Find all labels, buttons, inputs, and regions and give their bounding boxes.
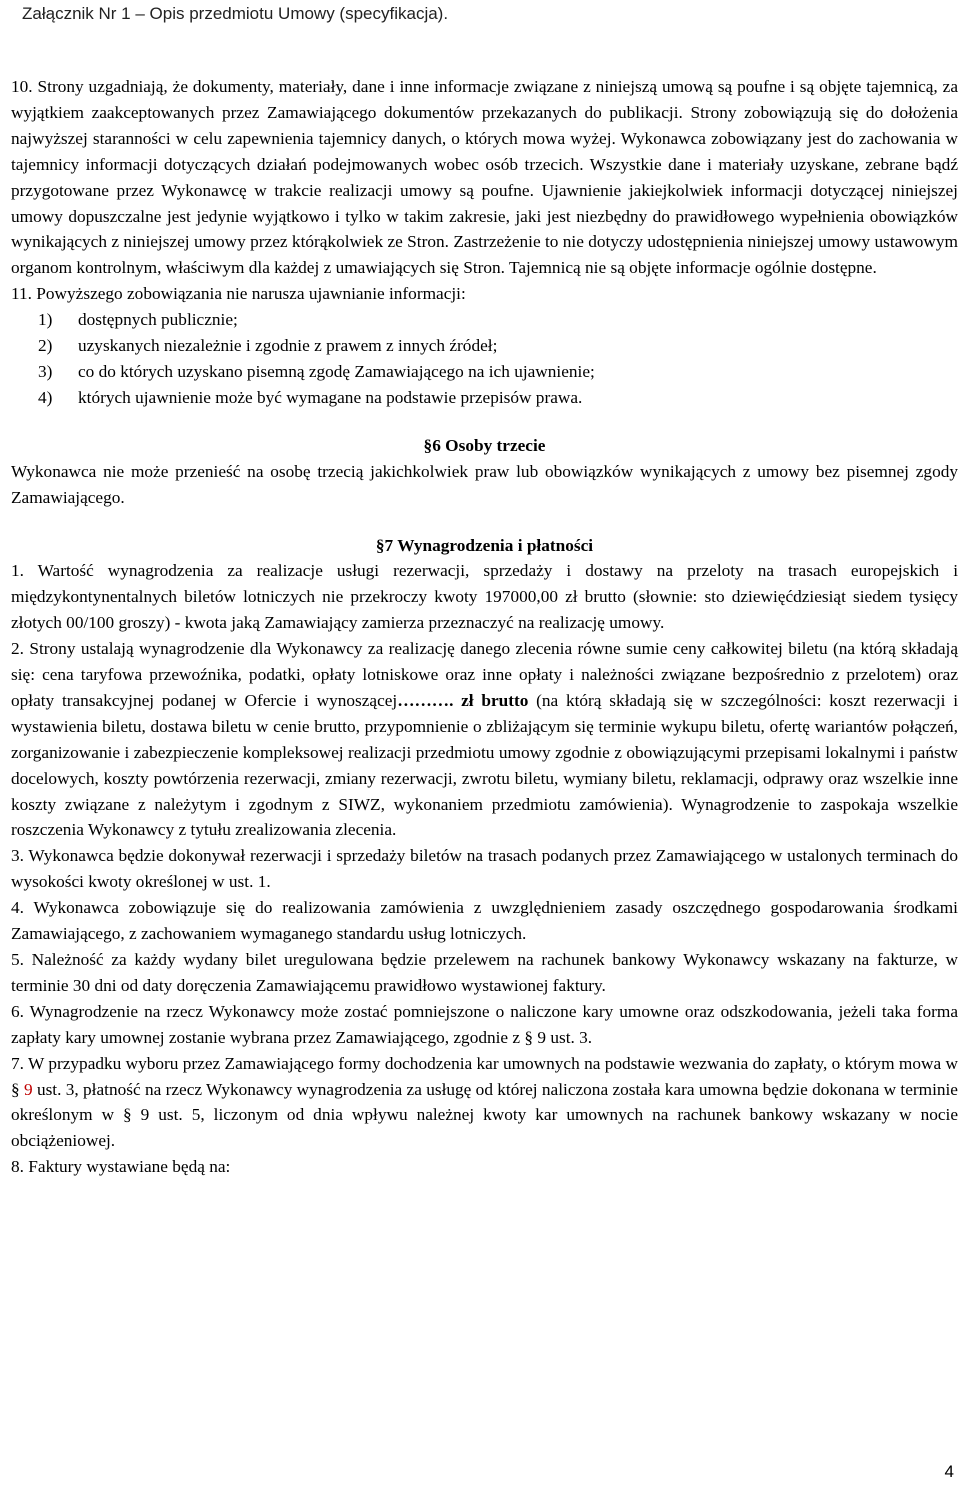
document-body <box>11 74 958 1180</box>
paragraph-10 <box>11 74 958 281</box>
paragraph-text: Powyższego zobowiązania nie narusza ujawnianie informacji: <box>36 284 466 304</box>
list-item: 2) uzyskanych niezależnie i zgodnie z prawem z innych źródeł; <box>38 336 498 356</box>
section-7-point-4: 4. Wykonawca zobowiązuje się do realizowania zamówienia z uwzględnieniem zasady oszczędnego gospodarowania środkami Zamawiającego, z zachowaniem wymaganego standardu usług lotniczych. <box>11 898 958 944</box>
page-number: 4 <box>944 1462 954 1481</box>
list-item: 1) dostępnych publicznie; <box>38 310 238 330</box>
section-7-heading: §7 Wynagrodzenia i płatności <box>375 535 594 555</box>
paragraph-number: 10. <box>11 77 33 96</box>
highlighted-reference: 9 <box>23 1079 33 1099</box>
page-header: Załącznik Nr 1 – Opis przedmiotu Umowy (specyfikacja). <box>22 4 449 23</box>
section-7-point-7: 7. W przypadku wyboru przez Zamawiającego formy dochodzenia kar umownych na podstawie wezwania do zapłaty, o którym mowa w § 9 ust. 3, płatność na rzecz Wykonawcy wynagrodzenia za usługę od której naliczona została kara umowna będzie dokonana w terminie określonym w § 9 ust. 5, liczonym od dnia wpływu należnej kwoty kar umownych na rachunek bankowy wskazany w nocie obciążeniowej. <box>11 1053 958 1151</box>
section-7-point-2: 2. Strony ustalają wynagrodzenie dla Wykonawcy za realizację danego zlecenia równe sumie ceny całkowitej biletu (na którą składają się: cena taryfowa przewoźnika, podatki, opłaty lotniskowe oraz inne opłaty i należności związane bezpośrednio z przelotem) oraz opłaty transakcyjnej podanej w Ofercie i wynoszącej………. zł brutto (na którą składają się w szczególności: koszt rezerwacji i wystawienia biletu, dostawa biletu w cenie brutto, przypomnienie o zbliżającym się terminie wykupu biletu, ofertę wariantów połączeń, zorganizowanie i zabezpieczenie kompleksowej realizacji przedmiotu umowy zgodnie z obowiązującymi przepisami lokalnymi i państw docelowych, koszty powtórzenia rezerwacji, zmiany rezerwacji, zwrotu biletu, wymiany biletu, reklamacji, odprawy oraz wszelkie inne koszty związane z należytym i zgodnym z SIWZ, wykonaniem przedmiotu zamówienia). Wynagrodzenie to zaspokaja wszelkie roszczenia Wykonawcy z tytułu zrealizowania zlecenia. <box>11 639 958 840</box>
section-6-heading: §6 Osoby trzecie <box>423 435 546 455</box>
section-7-point-1: 1. Wartość wynagrodzenia za realizacje usługi rezerwacji, sprzedaży i dostawy na przeloty na trasach europejskich i międzykontynentalnych biletów lotniczych nie przekroczy kwoty 197000,00 zł brutto (słownie: sto dziewięćdziesiąt siedem tysięcy złotych 00/100 groszy) - kwota jaką Zamawiający zamierza przeznaczyć na realizację umowy. <box>11 561 958 633</box>
section-7-point-8: 8. Faktury wystawiane będą na: <box>11 1157 231 1177</box>
exceptions-list <box>11 307 958 411</box>
paragraph-11 <box>11 281 958 307</box>
section-7-point-5: 5. Należność za każdy wydany bilet uregulowana będzie przelewem na rachunek bankowy Wykonawcy wskazany na fakturze, w terminie 30 dni od daty doręczenia Zamawiającemu prawidłowo wystawionej faktury. <box>11 950 958 995</box>
list-item: 3) co do których uzyskano pisemną zgodę Zamawiającego na ich ujawnienie; <box>38 361 595 381</box>
section-7-point-3: 3. Wykonawca będzie dokonywał rezerwacji i sprzedaży biletów na trasach podanych przez Zamawiającego w ustalonych terminach do wysokości kwoty określonej w ust. 1. <box>11 846 958 892</box>
list-item: 4) których ujawnienie może być wymagane na podstawie przepisów prawa. <box>38 387 583 407</box>
fee-amount-placeholder: ………. zł brutto <box>397 690 529 710</box>
section-6-text: Wykonawca nie może przenieść na osobę trzecią jakichkolwiek praw lub obowiązków wynikających z umowy bez pisemnej zgody Zamawiającego. <box>11 461 958 507</box>
paragraph-text: Strony uzgadniają, że dokumenty, materiały, dane i inne informacje związane z niniejszą umową są poufne i są objęte tajemnicą, za wyjątkiem zaakceptowanych przez Zamawiającego dokumentów przekazanych do publikacji. Strony zobowiązują się do dołożenia najwyższej staranności w celu zapewnienia tajemnicy danych, o których mowa wyżej. Wykonawca zobowiązany jest do zachowania w tajemnicy informacji dotyczących działań podejmowanych wobec osób trzecich. Wszystkie dane i materiały uzyskane, zebrane bądź przygotowane przez Wykonawcę w trakcie realizacji umowy są poufne. Ujawnienie jakiejkolwiek informacji dotyczącej niniejszej umowy dopuszczalne jest jedynie wyjątkowo i tylko w takim zakresie, jaki jest niezbędny do prawidłowego wypełnienia obowiązków wynikających z niniejszej umowy przez którąkolwiek ze Stron. Zastrzeżenie to nie dotyczy udostępnienia niniejszej umowy ustawowym organom kontrolnym, właściwym dla każdej z umawiających się Stron. Tajemnicą nie są objęte informacje ogólnie dostępne. <box>11 77 958 278</box>
section-7-point-6: 6. Wynagrodzenie na rzecz Wykonawcy może zostać pomniejszone o naliczone kary umowne oraz odszkodowania, jeżeli taka forma zapłaty kary umownej zostanie wybrana przez Zamawiającego, zgodnie z § 9 ust. 3. <box>11 1001 958 1047</box>
paragraph-number: 11. <box>11 284 32 304</box>
